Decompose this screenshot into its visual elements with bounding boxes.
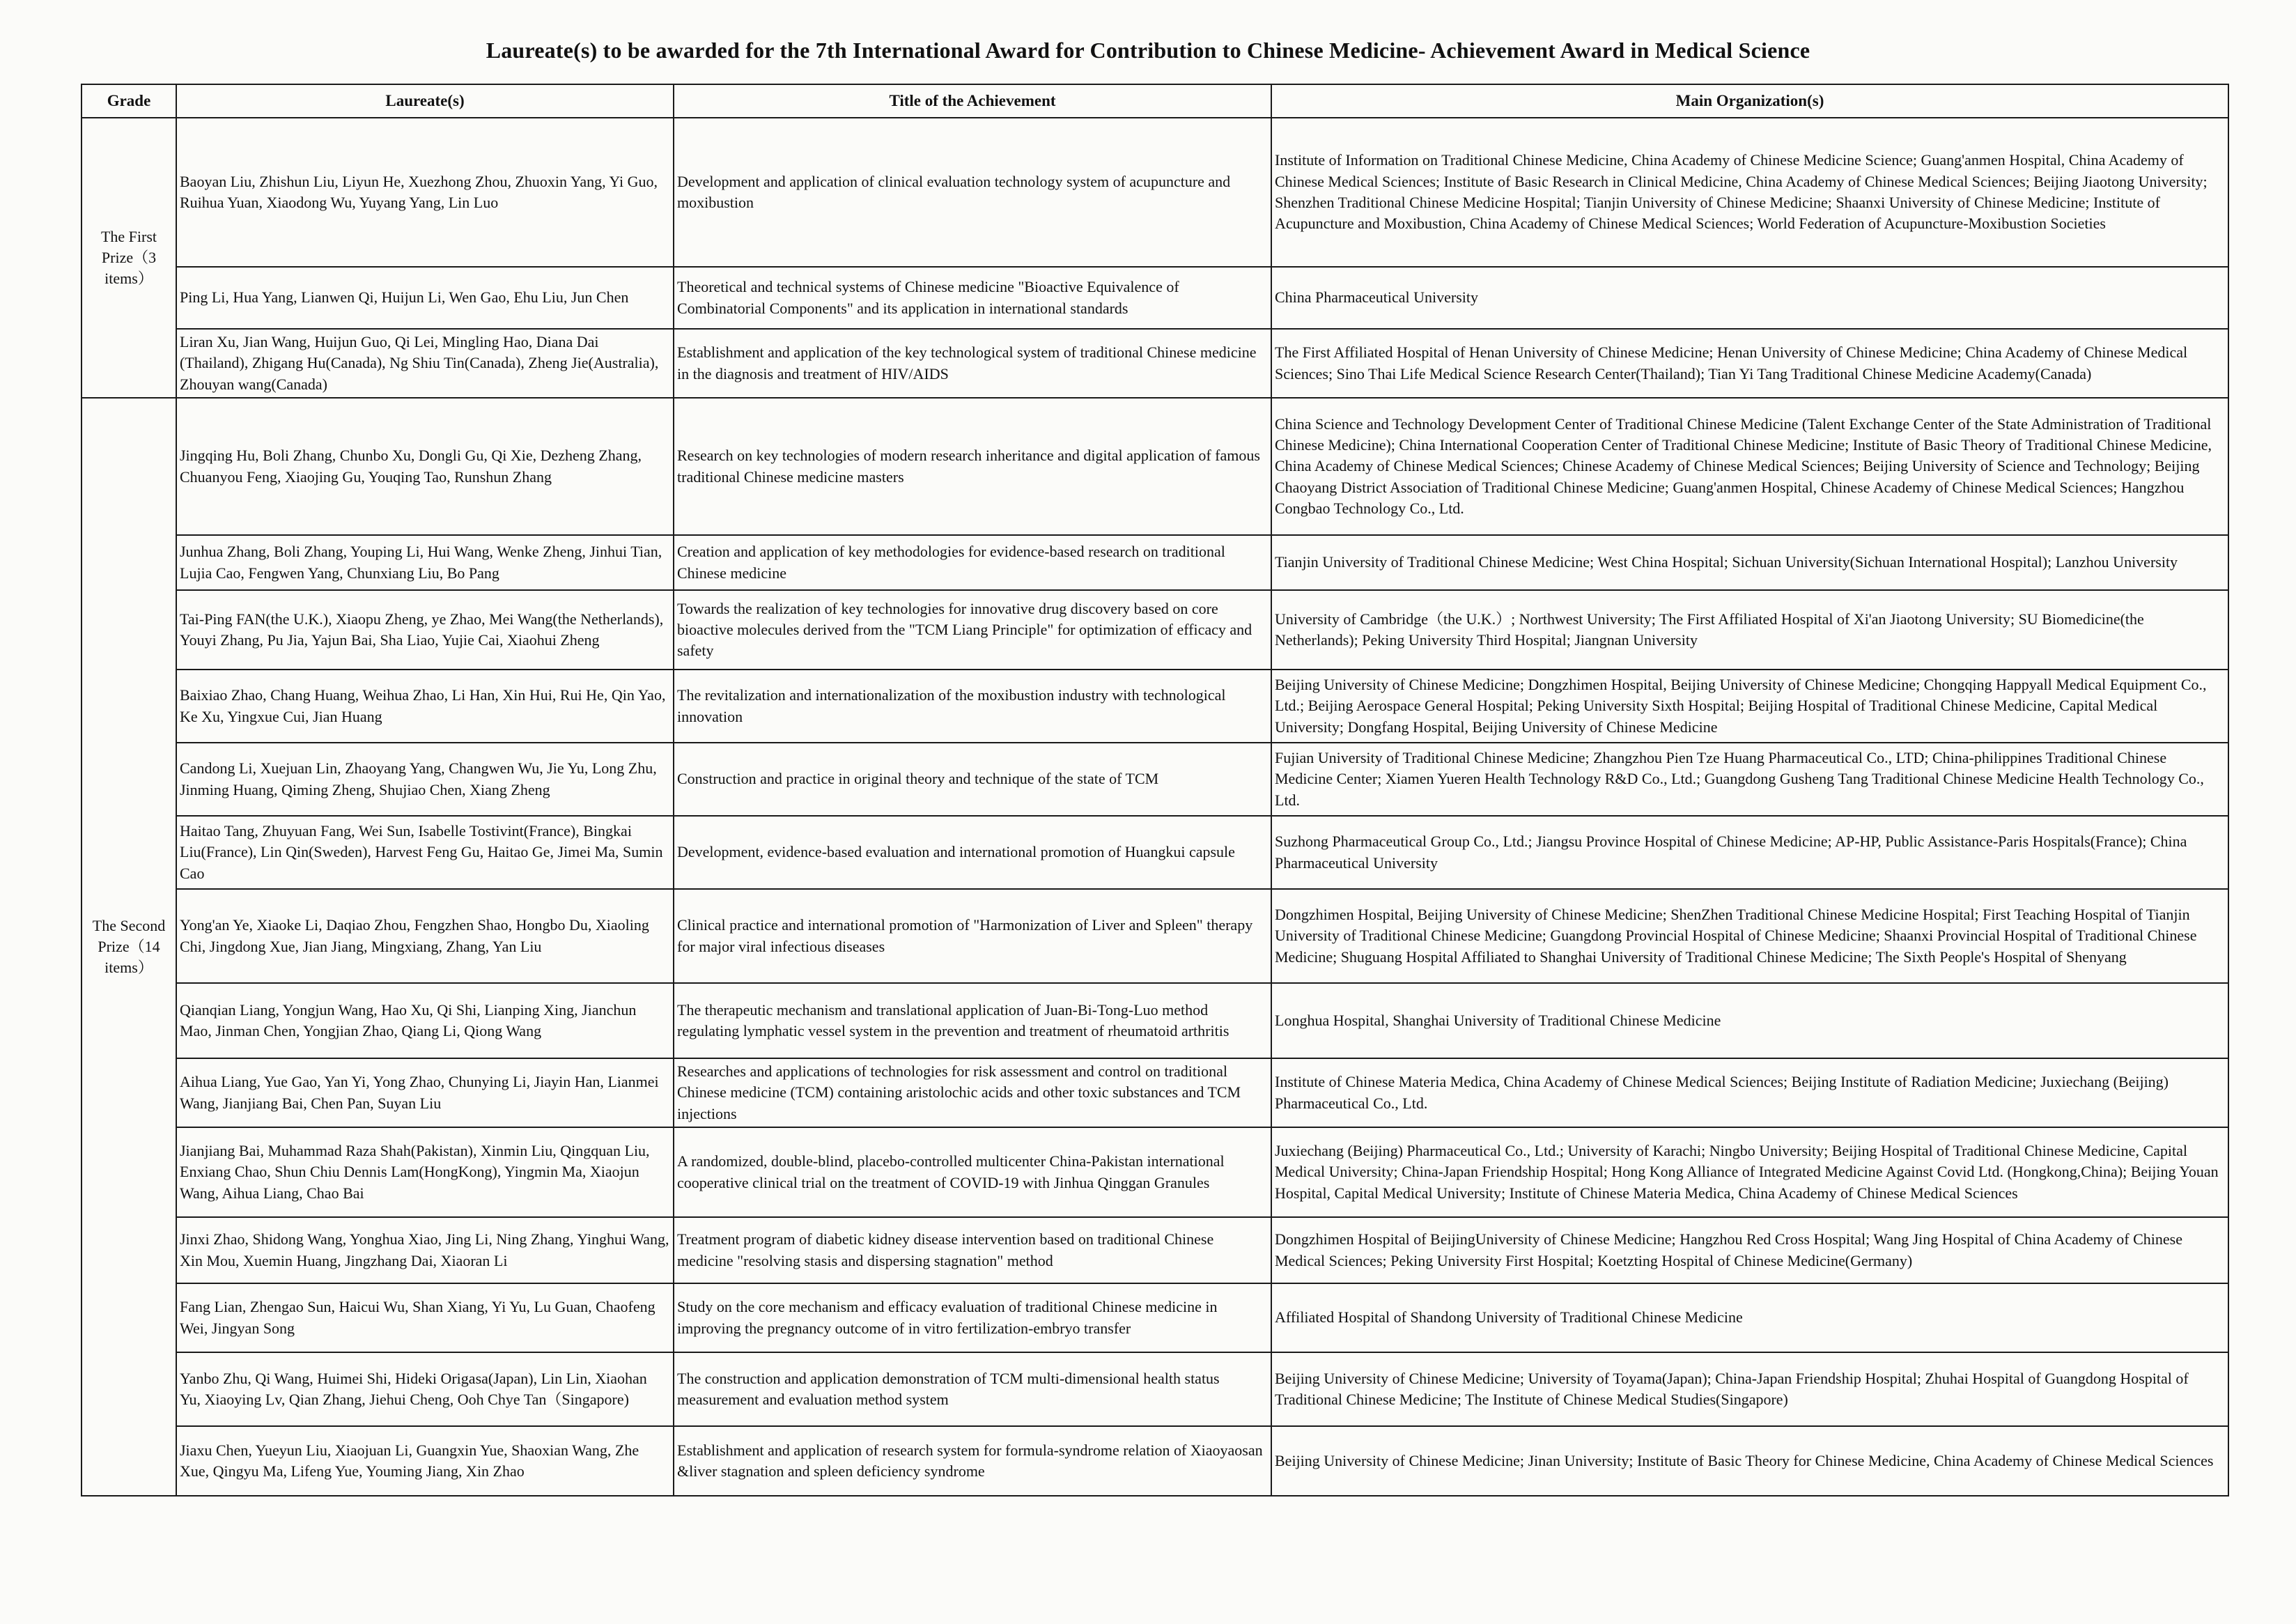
organizations-cell: Beijing University of Chinese Medicine; University of Toyama(Japan); China-Japan Friendship Hospital; Zhuhai Hospital of Guangdong Hospital of Traditional Chinese Medicine; The Institute of Chinese Medical Studies(Singapore) [1271,1352,2228,1426]
awards-table [81,84,2229,1497]
organizations-cell: China Pharmaceutical University [1271,267,2228,329]
laureates-cell: Jinxi Zhao, Shidong Wang, Yonghua Xiao, Jing Li, Ning Zhang, Yinghui Wang, Xin Mou, Xuemin Huang, Jingzhang Dai, Xiaoran Li [176,1217,674,1283]
organizations-cell: China Science and Technology Development Center of Traditional Chinese Medicine (Talent Exchange Center of the State Administration of Traditional Chinese Medicine); China International Cooperation Center of Traditional Chinese Medicine; Institute of Basic Theory of Traditional Chinese Medicine, China Academy of Chinese Medical Sciences; Chinese Academy of Chinese Medical Sciences; Beijing University of Science and Technology; Beijing Chaoyang District Association of Traditional Chinese Medicine; Guang'anmen Hospital, Chinese Academy of Chinese Medical Sciences; Hangzhou Congbao Technology Co., Ltd. [1271,398,2228,535]
title-cell: Theoretical and technical systems of Chinese medicine "Bioactive Equivalence of Combinatorial Components" and its application in international standards [674,267,1271,329]
table-row [82,535,2228,590]
organizations-cell: Affiliated Hospital of Shandong University of Traditional Chinese Medicine [1271,1283,2228,1352]
organizations-cell: Institute of Chinese Materia Medica, China Academy of Chinese Medical Sciences; Beijing Institute of Radiation Medicine; Juxiechang (Beijing) Pharmaceutical Co., Ltd. [1271,1058,2228,1127]
laureates-cell: Baixiao Zhao, Chang Huang, Weihua Zhao, Li Han, Xin Hui, Rui He, Qin Yao, Ke Xu, Yingxue Cui, Jian Huang [176,670,674,743]
title-cell: A randomized, double-blind, placebo-controlled multicenter China-Pakistan international cooperative clinical trial on the treatment of COVID-19 with Jinhua Qinggan Granules [674,1127,1271,1217]
organizations-cell: Beijing University of Chinese Medicine; Jinan University; Institute of Basic Theory for Chinese Medicine, China Academy of Chinese Medical Sciences [1271,1426,2228,1496]
table-row [82,118,2228,267]
title-cell: Study on the core mechanism and efficacy evaluation of traditional Chinese medicine in improving the pregnancy outcome of in vitro fertilization-embryo transfer [674,1283,1271,1352]
table-row [82,983,2228,1058]
grade-label: The Second Prize（14 items） [92,916,166,977]
laureates-cell: Fang Lian, Zhengao Sun, Haicui Wu, Shan Xiang, Yi Yu, Lu Guan, Chaofeng Wei, Jingyan Song [176,1283,674,1352]
laureates-cell: Baoyan Liu, Zhishun Liu, Liyun He, Xuezhong Zhou, Zhuoxin Yang, Yi Guo, Ruihua Yuan, Xiaodong Wu, Yuyang Yang, Lin Luo [176,118,674,267]
table-row [82,590,2228,670]
table-row [82,1426,2228,1496]
title-cell: Development and application of clinical evaluation technology system of acupuncture and moxibustion [674,118,1271,267]
header-grade: Grade [82,84,176,118]
title-cell: Research on key technologies of modern research inheritance and digital application of famous traditional Chinese medicine masters [674,398,1271,535]
awards-body [82,118,2228,1496]
title-cell: Treatment program of diabetic kidney disease intervention based on traditional Chinese medicine "resolving stasis and dispersing stagnation" method [674,1217,1271,1283]
table-row [82,1217,2228,1283]
title-cell: The construction and application demonstration of TCM multi-dimensional health status measurement and evaluation method system [674,1352,1271,1426]
organizations-cell: Juxiechang (Beijing) Pharmaceutical Co., Ltd.; University of Karachi; Ningbo University; Beijing Hospital of Traditional Chinese Medicine, Capital Medical University; China-Japan Friendship Hospital; Hong Kong Alliance of Integrated Medicine Against Covid Ltd. (Hongkong,China); Beijing Youan Hospital, Capital Medical University; Institute of Chinese Materia Medica, China Academy of Chinese Medical Sciences [1271,1127,2228,1217]
table-row [82,398,2228,535]
grade-cell [82,398,176,1496]
organizations-cell: Longhua Hospital, Shanghai University of Traditional Chinese Medicine [1271,983,2228,1058]
title-cell: The therapeutic mechanism and translational application of Juan-Bi-Tong-Luo method regulating lymphatic vessel system in the prevention and treatment of rheumatoid arthritis [674,983,1271,1058]
title-cell: Establishment and application of the key technological system of traditional Chinese medicine in the diagnosis and treatment of HIV/AIDS [674,329,1271,398]
grade-cell [82,118,176,398]
header-row [82,84,2228,118]
grade-label: The First Prize（3 items） [100,227,157,288]
laureates-cell: Qianqian Liang, Yongjun Wang, Hao Xu, Qi Shi, Lianping Xing, Jianchun Mao, Jinman Chen, Yongjian Zhao, Qiang Li, Qiong Wang [176,983,674,1058]
organizations-cell: Dongzhimen Hospital of BeijingUniversity of Chinese Medicine; Hangzhou Red Cross Hospital; Wang Jing Hospital of China Academy of Chinese Medical Sciences; Peking University First Hospital; Koetzting Hospital of Chinese Medicine(Germany) [1271,1217,2228,1283]
organizations-cell: Beijing University of Chinese Medicine; Dongzhimen Hospital, Beijing University of Chinese Medicine; Chongqing Happyall Medical Equipment Co., Ltd.; Beijing Aerospace General Hospital; Peking University Sixth Hospital; Beijing Hospital of Traditional Chinese Medicine, Capital Medical University; Dongfang Hospital, Beijing University of Chinese Medicine [1271,670,2228,743]
table-row [82,816,2228,889]
organizations-cell: Tianjin University of Traditional Chinese Medicine; West China Hospital; Sichuan University(Sichuan International Hospital); Lanzhou University [1271,535,2228,590]
header-title: Title of the Achievement [674,84,1271,118]
organizations-cell: University of Cambridge（the U.K.）; Northwest University; The First Affiliated Hospital of Xi'an Jiaotong University; SU Biomedicine(the Netherlands); Peking University Third Hospital; Jiangnan University [1271,590,2228,670]
table-row [82,1127,2228,1217]
title-cell: Towards the realization of key technologies for innovative drug discovery based on core bioactive molecules derived from the "TCM Liang Principle" for optimization of efficacy and safety [674,590,1271,670]
table-row [82,1352,2228,1426]
table-row [82,889,2228,983]
laureates-cell: Yanbo Zhu, Qi Wang, Huimei Shi, Hideki Origasa(Japan), Lin Lin, Xiaohan Yu, Xiaoying Lv, Qian Zhang, Jiehui Cheng, Ooh Chye Tan（Singapore) [176,1352,674,1426]
table-row [82,1058,2228,1127]
organizations-cell: Fujian University of Traditional Chinese Medicine; Zhangzhou Pien Tze Huang Pharmaceutical Co., LTD; China-philippines Traditional Chinese Medicine Center; Xiamen Yueren Health Technology R&D Co., Ltd.; Guangdong Gusheng Tang Traditional Chinese Medicine Health Technology Co., Ltd. [1271,743,2228,816]
document-title: Laureate(s) to be awarded for the 7th International Award for Contribution to Chinese Medicine- Achievement Award in Medical Science [486,38,1810,63]
header-laureates: Laureate(s) [176,84,674,118]
title-cell: Clinical practice and international promotion of "Harmonization of Liver and Spleen" therapy for major viral infectious diseases [674,889,1271,983]
header-organizations: Main Organization(s) [1271,84,2228,118]
laureates-cell: Liran Xu, Jian Wang, Huijun Guo, Qi Lei, Mingling Hao, Diana Dai (Thailand), Zhigang Hu(Canada), Ng Shiu Tin(Canada), Zheng Jie(Australia), Zhouyan wang(Canada) [176,329,674,398]
laureates-cell: Jingqing Hu, Boli Zhang, Chunbo Xu, Dongli Gu, Qi Xie, Dezheng Zhang, Chuanyou Feng, Xiaojing Gu, Youqing Tao, Runshun Zhang [176,398,674,535]
organizations-cell: Suzhong Pharmaceutical Group Co., Ltd.; Jiangsu Province Hospital of Chinese Medicine; AP-HP, Public Assistance-Paris Hospitals(France); China Pharmaceutical University [1271,816,2228,889]
table-row [82,670,2228,743]
laureates-cell: Junhua Zhang, Boli Zhang, Youping Li, Hui Wang, Wenke Zheng, Jinhui Tian, Lujia Cao, Fengwen Yang, Chunxiang Liu, Bo Pang [176,535,674,590]
laureates-cell: Jiaxu Chen, Yueyun Liu, Xiaojuan Li, Guangxin Yue, Shaoxian Wang, Zhe Xue, Qingyu Ma, Lifeng Yue, Youming Jiang, Xin Zhao [176,1426,674,1496]
laureates-cell: Aihua Liang, Yue Gao, Yan Yi, Yong Zhao, Chunying Li, Jiayin Han, Lianmei Wang, Jianjiang Bai, Chen Pan, Suyan Liu [176,1058,674,1127]
table-row [82,329,2228,398]
laureates-cell: Tai-Ping FAN(the U.K.), Xiaopu Zheng, ye Zhao, Mei Wang(the Netherlands), Youyi Zhang, Pu Jia, Yajun Bai, Sha Liao, Yujie Cai, Xiaohui Zheng [176,590,674,670]
laureates-cell: Candong Li, Xuejuan Lin, Zhaoyang Yang, Changwen Wu, Jie Yu, Long Zhu, Jinming Huang, Qiming Zheng, Shujiao Chen, Xiang Zheng [176,743,674,816]
title-cell: The revitalization and internationalization of the moxibustion industry with technological innovation [674,670,1271,743]
title-cell: Creation and application of key methodologies for evidence-based research on traditional Chinese medicine [674,535,1271,590]
laureates-cell: Haitao Tang, Zhuyuan Fang, Wei Sun, Isabelle Tostivint(France), Bingkai Liu(France), Lin Qin(Sweden), Harvest Feng Gu, Haitao Ge, Jimei Ma, Sumin Cao [176,816,674,889]
organizations-cell: The First Affiliated Hospital of Henan University of Chinese Medicine; Henan University of Chinese Medicine; China Academy of Chinese Medical Sciences; Sino Thai Life Medical Science Research Center(Thailand); Tian Yi Tang Traditional Chinese Medicine Academy(Canada) [1271,329,2228,398]
organizations-cell: Institute of Information on Traditional Chinese Medicine, China Academy of Chinese Medicine Science; Guang'anmen Hospital, China Academy of Chinese Medical Sciences; Institute of Basic Research in Clinical Medicine, China Academy of Chinese Medical Sciences; Beijing Jiaotong University; Shenzhen Traditional Chinese Medicine Hospital; Tianjin University of Chinese Medicine; Shaanxi University of Chinese Medicine; Institute of Acupuncture and Moxibustion, China Academy of Chinese Medical Sciences; World Federation of Acupuncture-Moxibustion Societies [1271,118,2228,267]
title-cell: Researches and applications of technologies for risk assessment and control on traditional Chinese medicine (TCM) containing aristolochic acids and other toxic substances and TCM injections [674,1058,1271,1127]
laureates-cell: Jianjiang Bai, Muhammad Raza Shah(Pakistan), Xinmin Liu, Qingquan Liu, Enxiang Chao, Shun Chiu Dennis Lam(HongKong), Yingmin Ma, Xiaojun Wang, Aihua Liang, Chao Bai [176,1127,674,1217]
laureates-cell: Ping Li, Hua Yang, Lianwen Qi, Huijun Li, Wen Gao, Ehu Liu, Jun Chen [176,267,674,329]
title-cell: Development, evidence-based evaluation and international promotion of Huangkui capsule [674,816,1271,889]
title-cell: Establishment and application of research system for formula-syndrome relation of Xiaoyaosan &liver stagnation and spleen deficiency syndrome [674,1426,1271,1496]
table-row [82,1283,2228,1352]
table-row [82,743,2228,816]
organizations-cell: Dongzhimen Hospital, Beijing University of Chinese Medicine; ShenZhen Traditional Chinese Medicine Hospital; First Teaching Hospital of Tianjin University of Traditional Chinese Medicine; Guangdong Provincial Hospital of Chinese Medicine; Shaanxi Provincial Hospital of Traditional Chinese Medicine; Shuguang Hospital Affiliated to Shanghai University of Traditional Chinese Medicine; The Sixth People's Hospital of Shenyang [1271,889,2228,983]
table-row [82,267,2228,329]
title-cell: Construction and practice in original theory and technique of the state of TCM [674,743,1271,816]
laureates-cell: Yong'an Ye, Xiaoke Li, Daqiao Zhou, Fengzhen Shao, Hongbo Du, Xiaoling Chi, Jingdong Xue, Jian Jiang, Mingxiang, Zhang, Yan Liu [176,889,674,983]
